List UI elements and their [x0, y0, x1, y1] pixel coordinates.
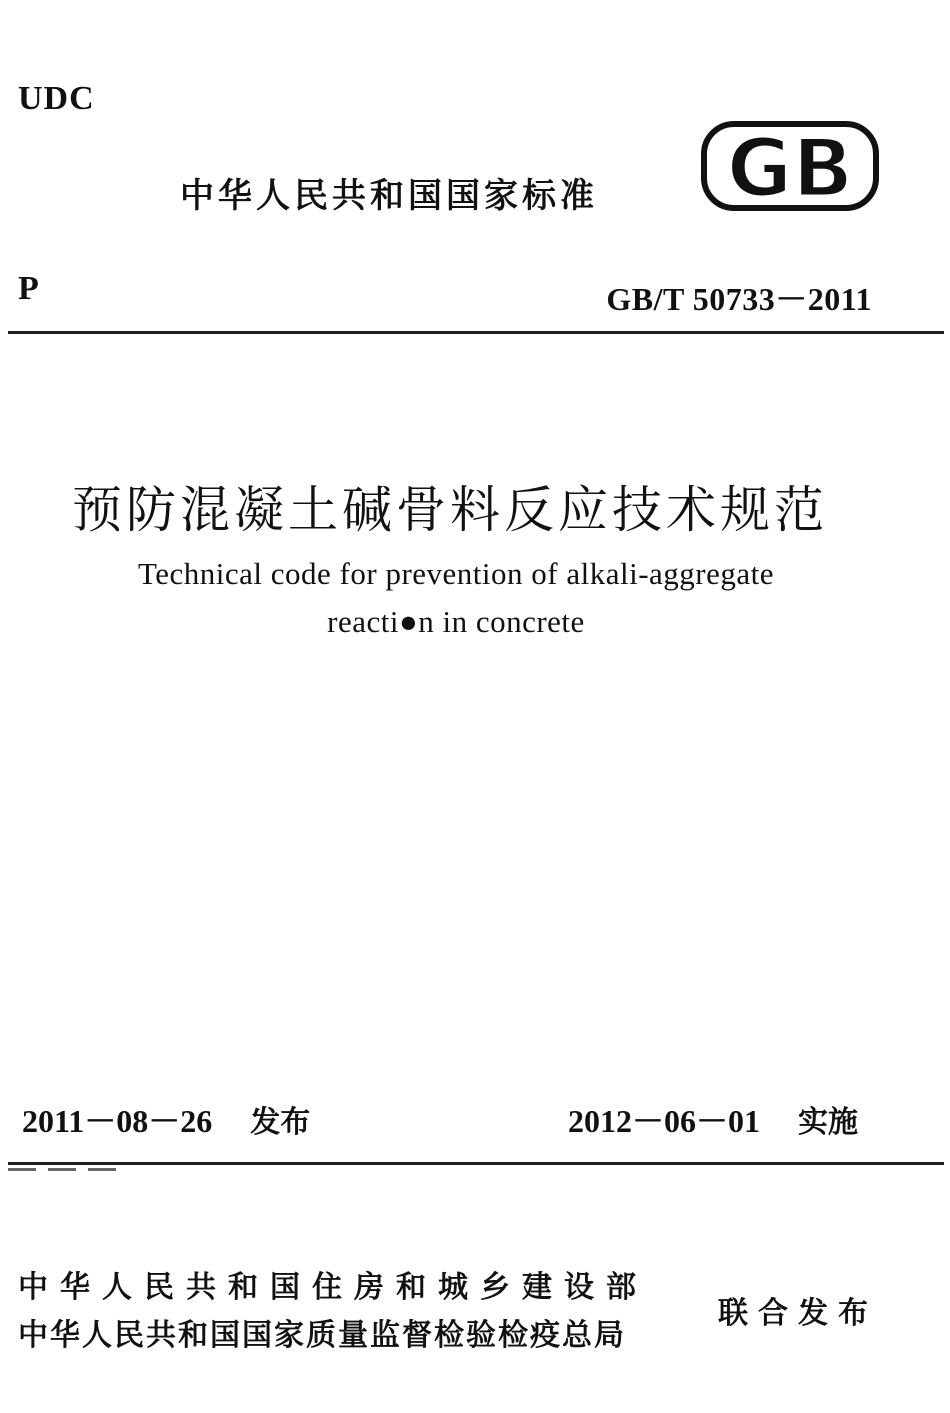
standard-number: GB/T 50733－2011: [606, 281, 872, 317]
bottom-divider: [8, 1162, 944, 1165]
gb-logo-text: GB: [726, 122, 854, 212]
implement-date: 2012－06－01: [568, 1103, 761, 1139]
title-english-line2: reacti●n in concrete: [327, 604, 585, 639]
implement-date-block: [568, 1096, 858, 1142]
issue-date: 2011－08－26: [22, 1103, 213, 1139]
udc-label: UDC: [18, 80, 95, 117]
gb-logo-icon: [700, 120, 880, 212]
implement-label: 实施: [798, 1105, 859, 1140]
standard-name: 中华人民共和国国家标准: [180, 176, 598, 216]
title-english-line1: Technical code for prevention of alkali-aggregate: [138, 556, 774, 591]
top-divider: [8, 331, 944, 334]
bottom-divider-dashes: [8, 1168, 128, 1171]
title-chinese: 预防混凝土碱骨料反应技术规范: [72, 481, 828, 539]
joint-publish-label: 联合发布: [718, 1296, 878, 1331]
issue-date-block: [22, 1096, 310, 1142]
category-code: P: [18, 270, 39, 307]
issue-label: 发布: [250, 1105, 311, 1140]
publisher-quality-administration: 中华人民共和国国家质量监督检验检疫总局: [18, 1318, 626, 1353]
publisher-ministry-housing: 中华人民共和国住房和城乡建设部: [18, 1270, 648, 1305]
